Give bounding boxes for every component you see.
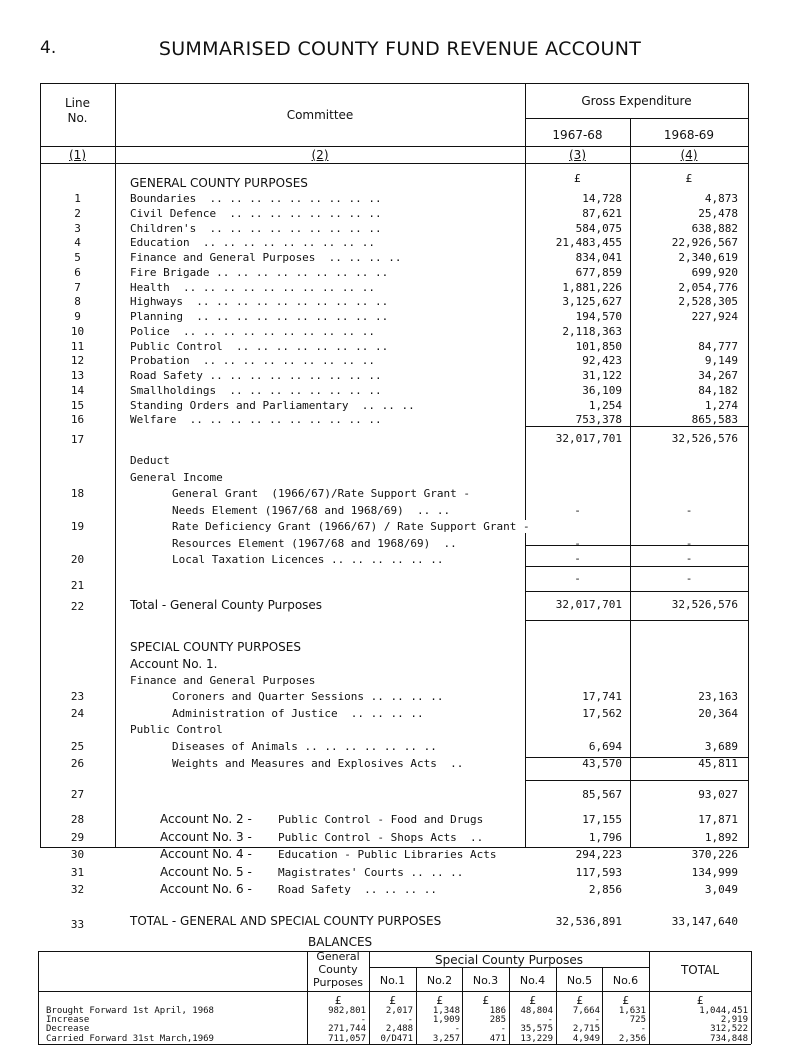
expenditure-1967: 3,125,627 [562,295,622,308]
col-index-1: (1) [69,148,86,162]
committee-name: Police .. .. .. .. .. .. .. .. .. .. [130,325,376,338]
account1-total-1967: 85,567 [582,788,622,801]
expenditure-1968: 9,149 [704,354,738,367]
balances-value: 285 [489,1015,506,1025]
committee-name: Road Safety .. .. .. .. .. .. .. .. .. [130,369,382,382]
committee-name: Fire Brigade .. .. .. .. .. .. .. .. .. [130,266,389,279]
line-number: 3 [74,222,81,235]
account-1968: 1,892 [704,831,738,844]
currency-symbol: £ [389,994,396,1007]
weights-measures-1967: 43,570 [582,757,622,770]
balances-value: 734,848 [710,1034,748,1044]
public-control-label: Public Control [130,723,223,736]
account1-total-1968: 93,027 [698,788,738,801]
total-general-1967: 32,017,701 [555,598,622,611]
line-number: 12 [70,354,85,367]
balances-value: - [407,1015,413,1025]
line-number: 32 [70,883,85,896]
line-number: 26 [70,757,85,770]
expenditure-1968: 4,873 [704,192,738,205]
balances-col-header: No.6 [612,974,639,987]
expenditure-1967: 31,122 [582,369,622,382]
finance-general-purposes-label: Finance and General Purposes [130,674,316,687]
balances-col-header: No.1 [379,974,406,987]
line-number: 8 [74,295,81,308]
value-19-1968: - [685,537,693,550]
balances-value: 35,575 [520,1024,553,1034]
line-number: 20 [70,553,85,566]
balances-header-total: TOTAL [680,963,720,977]
line-number: 18 [70,487,85,500]
line-number: 23 [70,690,85,703]
balances-title: BALANCES [308,935,373,949]
committee-name: Smallholdings .. .. .. .. .. .. .. .. [130,384,382,397]
diseases-animals-label: Diseases of Animals .. .. .. .. .. .. .. [172,740,437,753]
expenditure-1967: 194,570 [575,310,622,323]
line-number: 15 [70,399,85,412]
special-purposes-heading: SPECIAL COUNTY PURPOSES [130,640,301,654]
header-committee: Committee [286,108,354,122]
committee-name: Boundaries .. .. .. .. .. .. .. .. .. [130,192,382,205]
expenditure-1967: 834,041 [575,251,622,264]
currency-symbol: £ [622,994,629,1007]
balances-row-label: Carried Forward 31st March,1969 [46,1034,214,1044]
balances-value: - [360,1015,366,1025]
expenditure-1967: 36,109 [582,384,622,397]
needs-element-line: Needs Element (1967/68 and 1968/69) .. .. [172,504,451,517]
balances-value: 2,488 [385,1024,413,1034]
account-number: Account No. 2 - [160,812,252,826]
line-number: 13 [70,369,85,382]
balances-value: 4,949 [572,1034,600,1044]
grand-total-1967: 32,536,891 [555,915,622,928]
balances-value: 711,057 [328,1034,366,1044]
expenditure-1968: 638,882 [691,222,738,235]
expenditure-1967: 1,881,226 [562,281,622,294]
balances-value: - [547,1015,553,1025]
value-21-1968: - [685,572,693,585]
committee-name: Children's .. .. .. .. .. .. .. .. .. [130,222,382,235]
balances-value: 0/D471 [380,1034,413,1044]
expenditure-1968: 2,054,776 [678,281,738,294]
account-name: Public Control - Food and Drugs [278,813,484,826]
diseases-animals-1967: 6,694 [588,740,622,753]
total-general-label: Total - General County Purposes [130,598,323,612]
expenditure-1968: 865,583 [691,413,738,426]
line-number: 9 [74,310,81,323]
account-1968: 370,226 [691,848,738,861]
currency-symbol: £ [334,994,342,1007]
line-number: 10 [70,325,85,338]
col-index-2: (2) [311,148,329,162]
account-1967: 294,223 [575,848,622,861]
currency-symbol: £ [529,994,536,1007]
deduct-label: Deduct [130,454,170,467]
general-income-label: General Income [130,471,223,484]
grand-total-label: TOTAL - GENERAL AND SPECIAL COUNTY PURPOSES [130,914,442,928]
resources-element-line: Resources Element (1967/68 and 1968/69) .. [172,537,457,550]
balances-value: 13,229 [520,1034,553,1044]
total-general-1968: 32,526,576 [671,598,738,611]
account-1967: 17,155 [582,813,622,826]
balances-value: 725 [629,1015,646,1025]
balances-header-purposes: Purposes [313,976,363,989]
balances-row-label: Brought Forward 1st April, 1968 [46,1006,214,1016]
committee-name: Probation .. .. .. .. .. .. .. .. .. [130,354,376,367]
balances-value: 1,631 [618,1006,646,1016]
balances-value: 1,348 [432,1006,460,1016]
header-line: Line [64,96,90,110]
general-purposes-heading: GENERAL COUNTY PURPOSES [130,176,308,190]
line-number: 5 [74,251,81,264]
expenditure-1967: 101,850 [575,340,622,353]
header-no: No. [67,111,88,125]
balances-value: 2,715 [572,1024,600,1034]
committee-name: Welfare .. .. .. .. .. .. .. .. .. .. [130,413,382,426]
expenditure-1968: 2,340,619 [678,251,738,264]
line-number: 31 [70,866,85,879]
expenditure-1967: 14,728 [582,192,622,205]
currency-symbol: £ [436,994,443,1007]
header-gross-expenditure: Gross Expenditure [581,94,692,108]
coroners-1968: 23,163 [698,690,738,703]
account-1968: 17,871 [698,813,738,826]
line-number: 22 [70,600,85,613]
account-name: Magistrates' Courts .. .. .. [278,866,464,879]
line-number: 4 [74,236,81,249]
expenditure-1967: 92,423 [582,354,622,367]
currency-symbol: £ [576,994,583,1007]
balances-value: 2,919 [720,1015,748,1025]
account-1967: 1,796 [588,831,622,844]
account-number: Account No. 4 - [160,847,252,861]
balances-value: - [454,1024,460,1034]
account-1967: 117,593 [575,866,622,879]
line-number: 14 [70,384,85,397]
committee-name: Planning .. .. .. .. .. .. .. .. .. .. [130,310,389,323]
account-1968: 3,049 [704,883,738,896]
value-19-1967: - [574,537,581,550]
expenditure-1968: 227,924 [691,310,738,323]
coroners-1967: 17,741 [582,690,622,703]
committee-name: Finance and General Purposes .. .. .. .. [130,251,402,264]
administration-justice-1967: 17,562 [582,707,622,720]
account-number: Account No. 3 - [160,830,252,844]
value-20-1967: - [574,552,581,565]
line-number: 7 [74,281,81,294]
balances-value: 48,804 [520,1006,553,1016]
line-number: 28 [70,813,85,826]
expenditure-1968: 84,777 [698,340,738,353]
subtotal-1968: 32,526,576 [671,432,738,445]
account-1-label: Account No. 1. [130,657,218,671]
balances-col-header: No.5 [566,974,593,987]
grand-total-1968: 33,147,640 [671,915,738,928]
balances-header-county: County [318,963,358,976]
rate-deficiency-line: Rate Deficiency Grant (1966/67) / Rate Support Grant - [172,520,530,533]
line-number: 11 [70,340,85,353]
expenditure-1968: 1,274 [704,399,738,412]
expenditure-1967: 87,621 [582,207,622,220]
currency-1968: £ [685,172,693,185]
account-name: Education - Public Libraries Acts [278,848,497,861]
expenditure-1967: 753,378 [575,413,622,426]
balances-value: 471 [489,1034,506,1044]
balances-row-label: Increase [46,1015,90,1025]
balances-value: 271,744 [328,1024,366,1034]
currency-symbol: £ [696,994,704,1007]
col-index-4: (4) [680,148,698,162]
expenditure-1968: 699,920 [691,266,738,279]
value-18-1967: - [574,504,581,517]
expenditure-1967: 2,118,363 [562,325,622,338]
balances-grid-line [751,991,752,1044]
balances-value: 2,017 [385,1006,413,1016]
expenditure-1968: 34,267 [698,369,738,382]
page-number: 4. [40,38,57,58]
balances-value: - [594,1015,600,1025]
line-number: 24 [70,707,85,720]
expenditure-1968: 25,478 [698,207,738,220]
line-number: 33 [70,918,85,931]
line-number: 25 [70,740,85,753]
line-number: 19 [70,520,85,533]
account-number: Account No. 5 - [160,865,252,879]
balances-value: 1,044,451 [699,1006,748,1016]
balances-value: 1,909 [432,1015,460,1025]
balances-row-label: Decrease [46,1024,90,1034]
col-index-3: (3) [569,148,586,162]
committee-name: Health .. .. .. .. .. .. .. .. .. .. [130,281,376,294]
expenditure-1968: 22,926,567 [671,236,738,249]
administration-justice-1968: 20,364 [698,707,738,720]
committee-name: Education .. .. .. .. .. .. .. .. .. [130,236,376,249]
expenditure-1967: 21,483,455 [555,236,622,249]
balances-value: 7,664 [572,1006,600,1016]
balances-value: 982,801 [328,1006,366,1016]
balances-header-general: General [316,950,360,963]
administration-justice-label: Administration of Justice .. .. .. .. [172,707,424,720]
balances-value: - [640,1024,646,1034]
line-number: 27 [70,788,85,801]
weights-measures-label: Weights and Measures and Explosives Acts .. [172,757,464,770]
line-number: 6 [74,266,81,279]
value-21-1967: - [574,572,581,585]
committee-name: Public Control .. .. .. .. .. .. .. .. [130,340,389,353]
account-1968: 134,999 [691,866,738,879]
account-name: Road Safety .. .. .. .. [278,883,437,896]
value-18-1968: - [685,504,693,517]
currency-1967: £ [574,172,581,185]
line-number: 29 [70,831,85,844]
account-1967: 2,856 [588,883,622,896]
value-20-1968: - [685,552,693,565]
account-number: Account No. 6 - [160,882,252,896]
line-number: 1 [74,192,81,205]
balances-value: 3,257 [432,1034,460,1044]
balances-header-special: Special County Purposes [434,953,583,967]
balances-col-header: No.2 [426,974,453,987]
expenditure-1968: 84,182 [698,384,738,397]
balances-col-header: No.4 [519,974,546,987]
local-taxation-line: Local Taxation Licences .. .. .. .. .. .. [172,553,444,566]
account-name: Public Control - Shops Acts .. [278,831,484,844]
committee-name: Standing Orders and Parliamentary .. .. .. [130,399,415,412]
line-number: 16 [70,413,85,426]
header-year-2: 1968-69 [663,128,715,142]
committee-name: Civil Defence .. .. .. .. .. .. .. .. [130,207,382,220]
page-title: SUMMARISED COUNTY FUND REVENUE ACCOUNT [158,38,642,60]
diseases-animals-1968: 3,689 [704,740,738,753]
line-number: 17 [70,433,85,446]
currency-symbol: £ [482,994,489,1007]
line-number: 21 [70,579,85,592]
coroners-label: Coroners and Quarter Sessions .. .. .. .. [172,690,444,703]
balances-value: 2,356 [618,1034,646,1044]
weights-measures-1968: 45,811 [698,757,738,770]
balances-grid-line [38,991,39,1044]
expenditure-1967: 1,254 [588,399,622,412]
balances-value: 186 [489,1006,506,1016]
balances-value: - [500,1024,506,1034]
expenditure-1967: 677,859 [575,266,622,279]
committee-name: Highways .. .. .. .. .. .. .. .. .. .. [130,295,389,308]
line-number: 2 [74,207,81,220]
header-year-1: 1967-68 [552,128,603,142]
balances-value: 312,522 [710,1024,748,1034]
subtotal-1967: 32,017,701 [555,432,622,445]
line-number: 30 [70,848,85,861]
balances-col-header: No.3 [472,974,499,987]
expenditure-1967: 584,075 [575,222,622,235]
expenditure-1968: 2,528,305 [678,295,738,308]
general-grant-line: General Grant (1966/67)/Rate Support Grant - [172,487,471,500]
